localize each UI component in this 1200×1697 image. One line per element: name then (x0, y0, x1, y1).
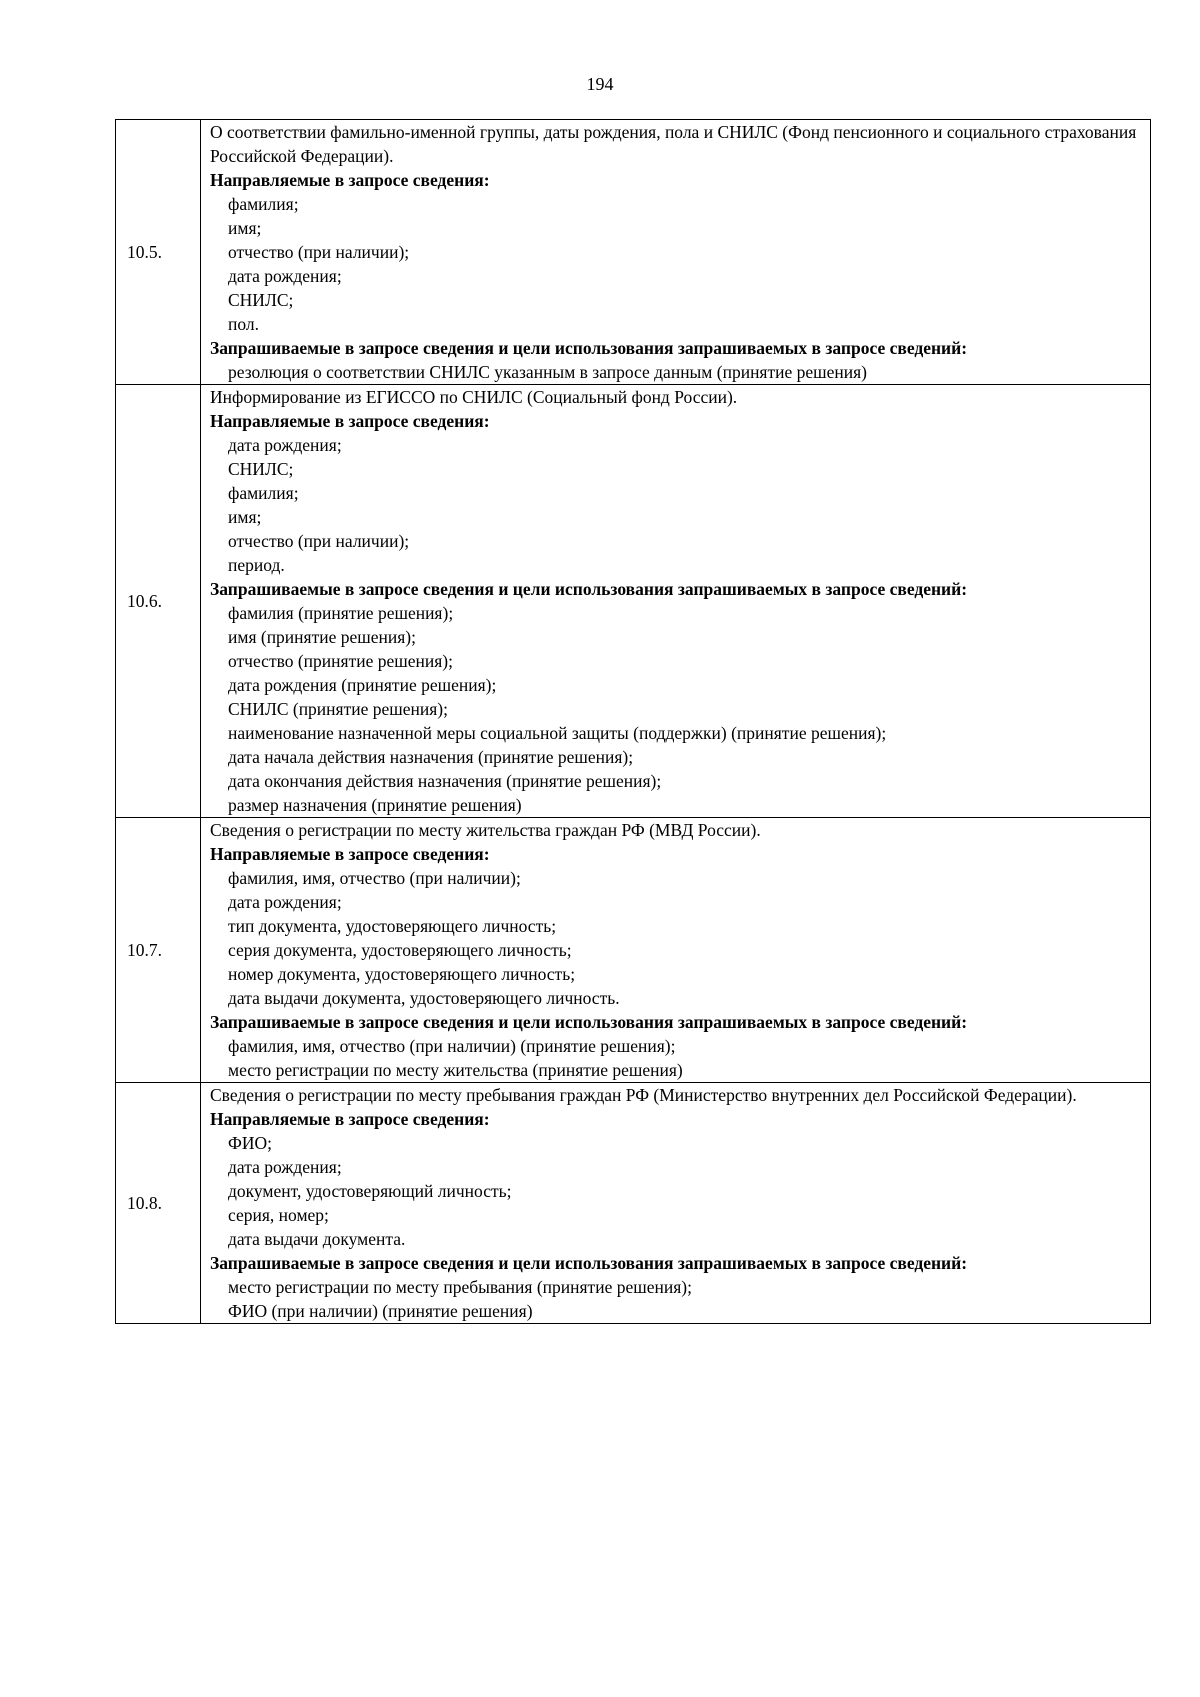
sent-heading: Направляемые в запросе сведения: (210, 844, 490, 864)
list-item: дата начала действия назначения (принятие решения); (228, 747, 634, 767)
list-item: имя; (228, 218, 262, 238)
list-item: дата выдачи документа, удостоверяющего личность. (228, 988, 620, 1008)
row-content (201, 818, 1151, 1083)
requests-table (115, 119, 1151, 1324)
list-item: фамилия (принятие решения); (228, 603, 454, 623)
requested-heading: Запрашиваемые в запросе сведения и цели использования запрашиваемых в запросе сведений: (210, 1012, 968, 1032)
list-item: фамилия, имя, отчество (при наличии) (принятие решения); (228, 1036, 676, 1056)
list-item: ФИО (при наличии) (принятие решения) (228, 1301, 533, 1321)
row-number: 10.7. (116, 818, 201, 1083)
requested-heading: Запрашиваемые в запросе сведения и цели использования запрашиваемых в запросе сведений: (210, 579, 968, 599)
list-item: отчество (при наличии); (228, 531, 410, 551)
table-row (116, 818, 1151, 1083)
list-item: дата рождения; (228, 1157, 342, 1177)
list-item: дата выдачи документа. (228, 1229, 406, 1249)
list-item: серия, номер; (228, 1205, 329, 1225)
list-item: место регистрации по месту жительства (принятие решения) (228, 1060, 683, 1080)
list-item: имя; (228, 507, 262, 527)
row-title: Информирование из ЕГИССО по СНИЛС (Социальный фонд России). (210, 387, 738, 407)
table-row (116, 385, 1151, 818)
list-item: дата рождения (принятие решения); (228, 675, 497, 695)
sent-heading: Направляемые в запросе сведения: (210, 1109, 490, 1129)
list-item: серия документа, удостоверяющего личность; (228, 940, 572, 960)
requested-heading: Запрашиваемые в запросе сведения и цели использования запрашиваемых в запросе сведений: (210, 1253, 968, 1273)
sent-heading: Направляемые в запросе сведения: (210, 170, 490, 190)
list-item: фамилия; (228, 194, 299, 214)
row-title: Сведения о регистрации по месту пребывания граждан РФ (Министерство внутренних дел Российской Федерации). (210, 1085, 1077, 1105)
list-item: дата рождения; (228, 435, 342, 455)
row-number: 10.5. (116, 120, 201, 385)
list-item: дата рождения; (228, 892, 342, 912)
list-item: пол. (228, 314, 259, 334)
list-item: СНИЛС (принятие решения); (228, 699, 448, 719)
list-item: номер документа, удостоверяющего личность; (228, 964, 576, 984)
list-item: период. (228, 555, 285, 575)
row-number: 10.6. (116, 385, 201, 818)
list-item: наименование назначенной меры социальной защиты (поддержки) (принятие решения); (228, 723, 887, 743)
row-number: 10.8. (116, 1083, 201, 1324)
list-item: фамилия, имя, отчество (при наличии); (228, 868, 521, 888)
table-row (116, 1083, 1151, 1324)
list-item: отчество (принятие решения); (228, 651, 453, 671)
requested-heading: Запрашиваемые в запросе сведения и цели использования запрашиваемых в запросе сведений: (210, 338, 968, 358)
table-row (116, 120, 1151, 385)
list-item: размер назначения (принятие решения) (228, 795, 522, 815)
page-number: 194 (586, 74, 614, 94)
sent-heading: Направляемые в запросе сведения: (210, 411, 490, 431)
list-item: фамилия; (228, 483, 299, 503)
row-title: Сведения о регистрации по месту жительства граждан РФ (МВД России). (210, 820, 761, 840)
list-item: документ, удостоверяющий личность; (228, 1181, 512, 1201)
list-item: тип документа, удостоверяющего личность; (228, 916, 557, 936)
row-content (201, 385, 1151, 818)
list-item: имя (принятие решения); (228, 627, 416, 647)
list-item: СНИЛС; (228, 290, 294, 310)
list-item: дата рождения; (228, 266, 342, 286)
list-item: резолюция о соответствии СНИЛС указанным в запросе данным (принятие решения) (228, 362, 868, 382)
list-item: место регистрации по месту пребывания (принятие решения); (228, 1277, 692, 1297)
list-item: СНИЛС; (228, 459, 294, 479)
list-item: дата окончания действия назначения (принятие решения); (228, 771, 662, 791)
list-item: ФИО; (228, 1133, 272, 1153)
row-title: О соответствии фамильно-именной группы, даты рождения, пола и СНИЛС (Фонд пенсионного и социального страхования Российской Федерации). (210, 122, 1137, 166)
row-content (201, 120, 1151, 385)
list-item: отчество (при наличии); (228, 242, 410, 262)
row-content (201, 1083, 1151, 1324)
